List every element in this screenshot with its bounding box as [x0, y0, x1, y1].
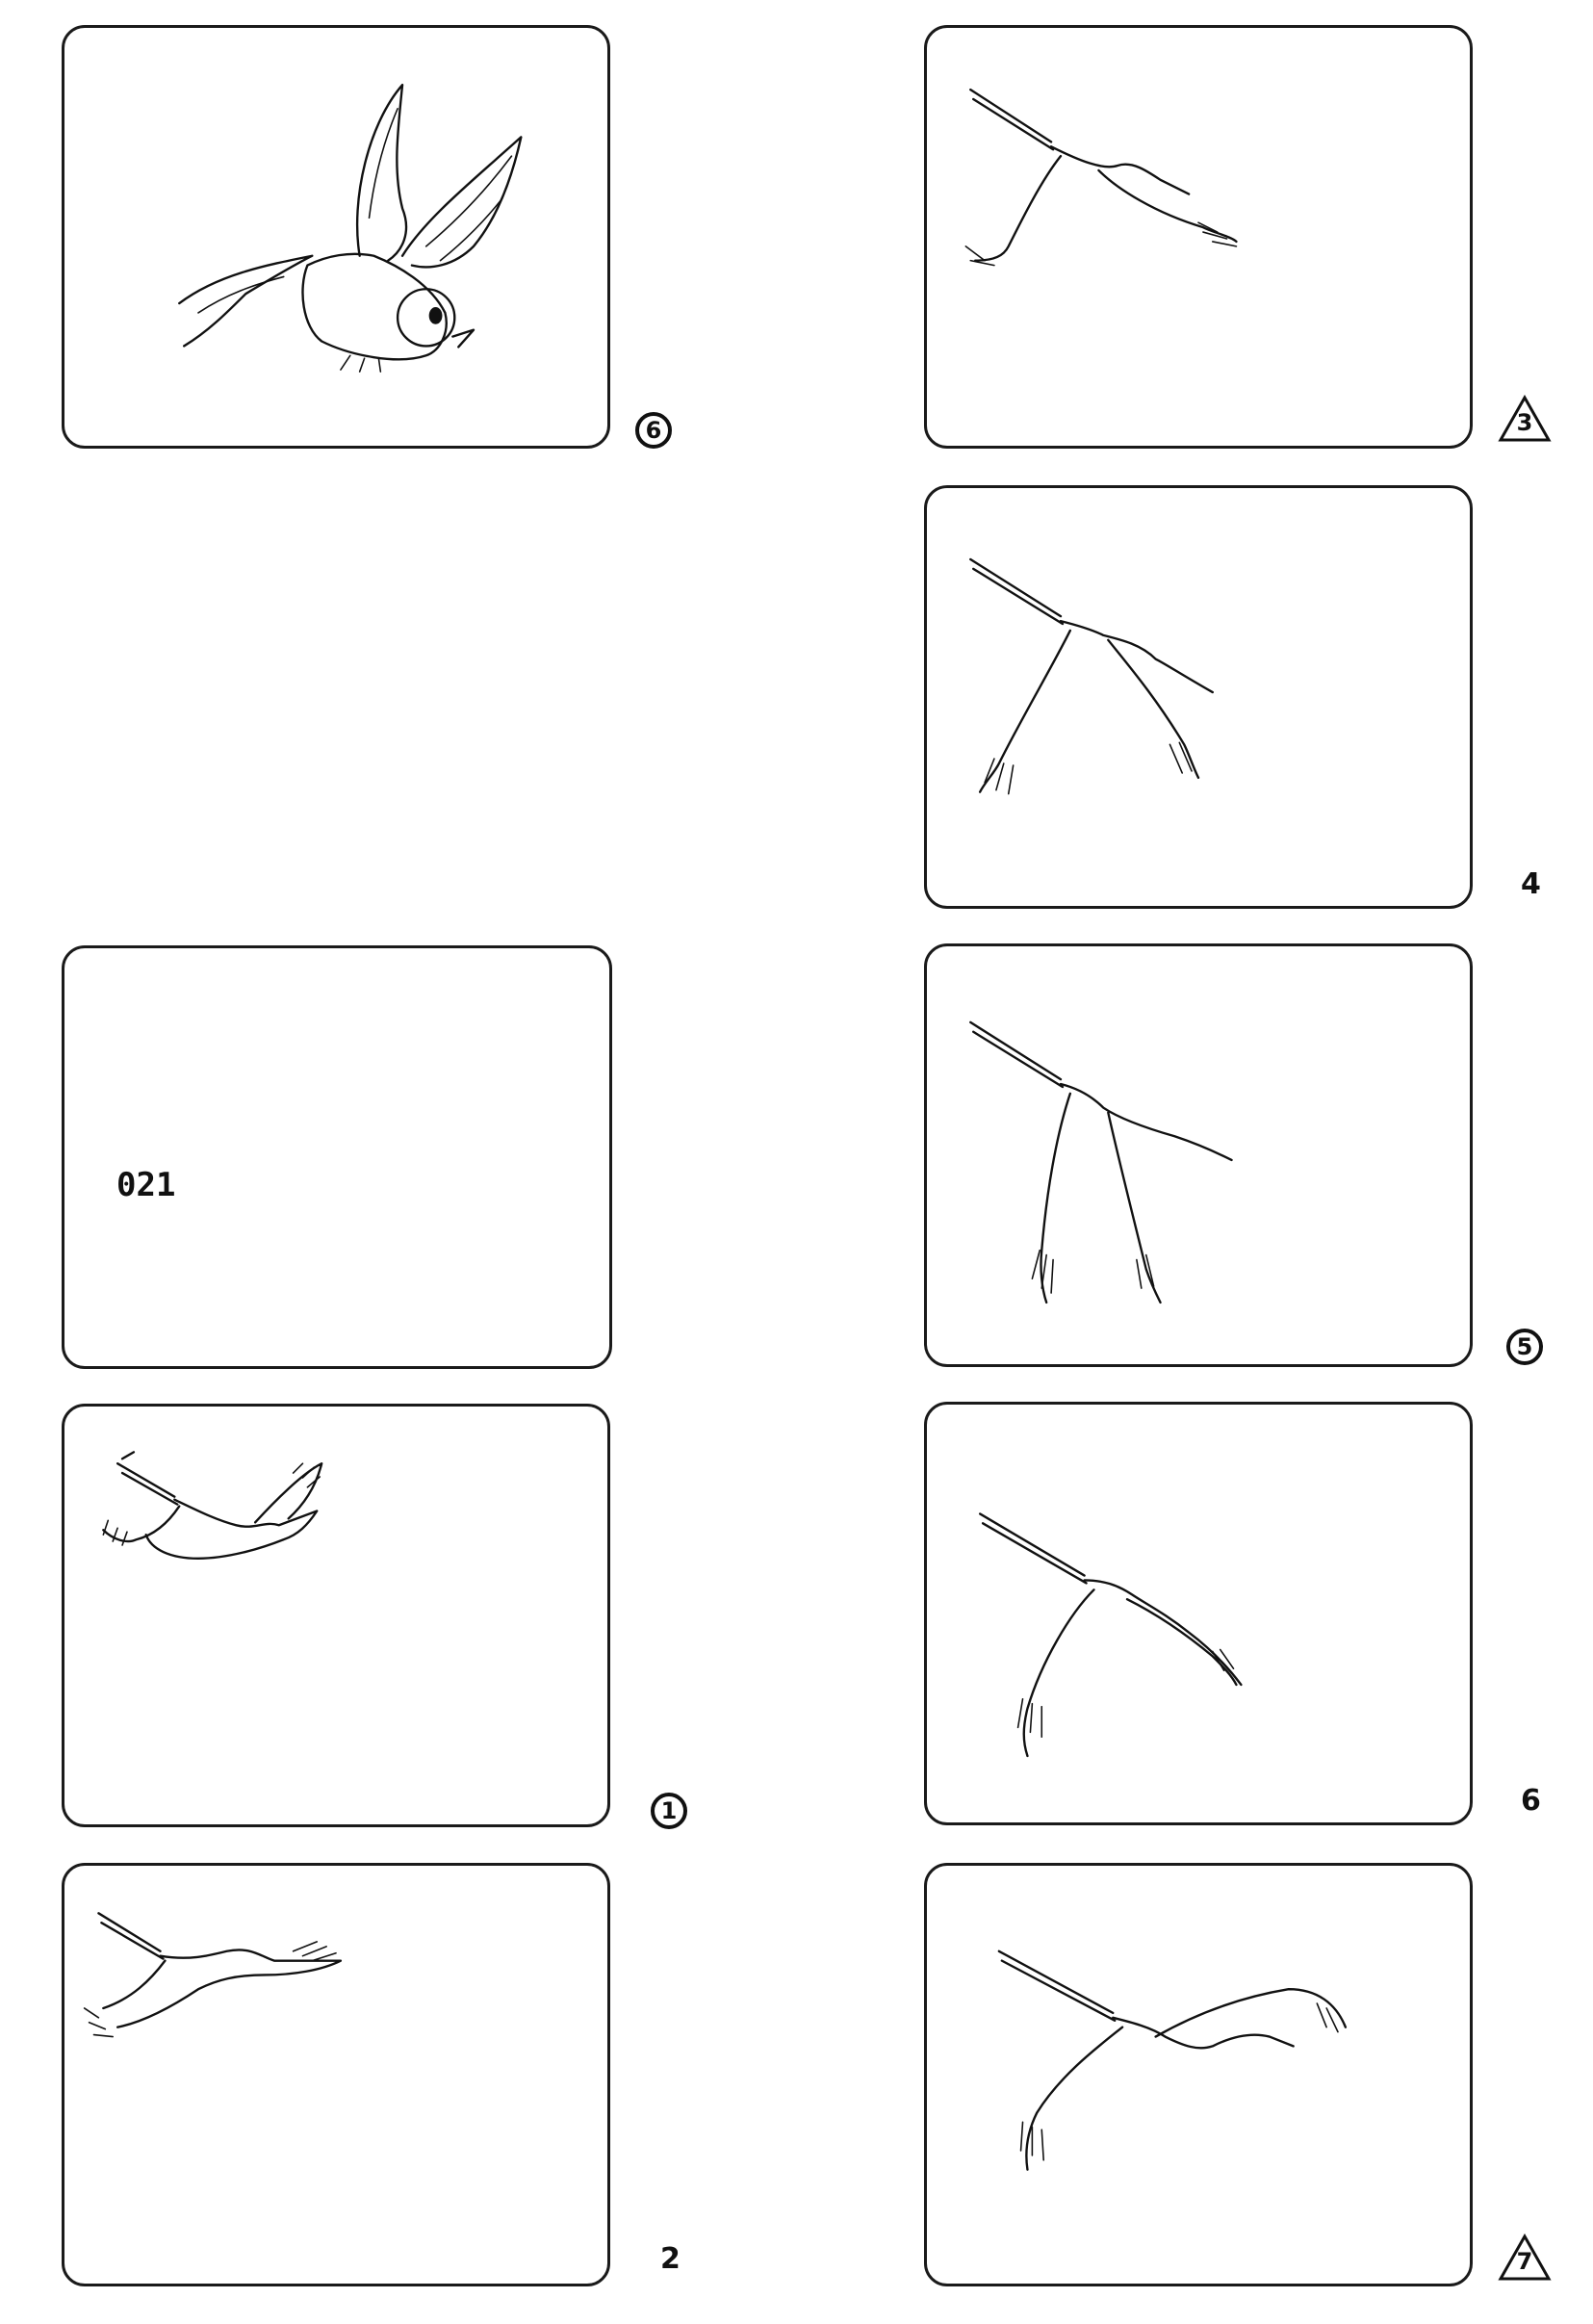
crane-icon	[64, 1866, 607, 2284]
crane-frame-6	[924, 1402, 1473, 1825]
crane-icon	[927, 488, 1470, 906]
crane-frame-1	[62, 1404, 610, 1827]
frame-marker-circled: 5	[1506, 1329, 1543, 1365]
crane-frame-3	[924, 25, 1473, 449]
frame-marker-circled: 6	[635, 412, 672, 449]
frame-marker-plain: 4	[1521, 867, 1541, 901]
crane-icon	[64, 1407, 607, 1824]
crane-icon	[927, 1866, 1470, 2284]
crane-frame-7	[924, 1863, 1473, 2286]
frame-marker-number: 7	[1516, 2248, 1533, 2275]
crane-frame-2	[62, 1863, 610, 2286]
swallow-frame	[62, 25, 610, 449]
frame-marker-triangle	[1498, 395, 1552, 443]
crane-frame-5	[924, 943, 1473, 1367]
crane-icon	[927, 1405, 1470, 1822]
frame-marker-triangle	[1498, 2234, 1552, 2282]
swallow-icon	[64, 28, 607, 446]
title-frame	[62, 945, 612, 1369]
frame-marker-plain: 2	[660, 2242, 681, 2276]
sheet-code: 021	[116, 1166, 176, 1204]
frame-marker-number: 3	[1516, 409, 1533, 436]
frame-marker-plain: 6	[1521, 1784, 1541, 1818]
crane-icon	[927, 28, 1470, 446]
crane-frame-4	[924, 485, 1473, 909]
crane-icon	[927, 946, 1470, 1364]
frame-marker-circled: 1	[651, 1793, 687, 1829]
